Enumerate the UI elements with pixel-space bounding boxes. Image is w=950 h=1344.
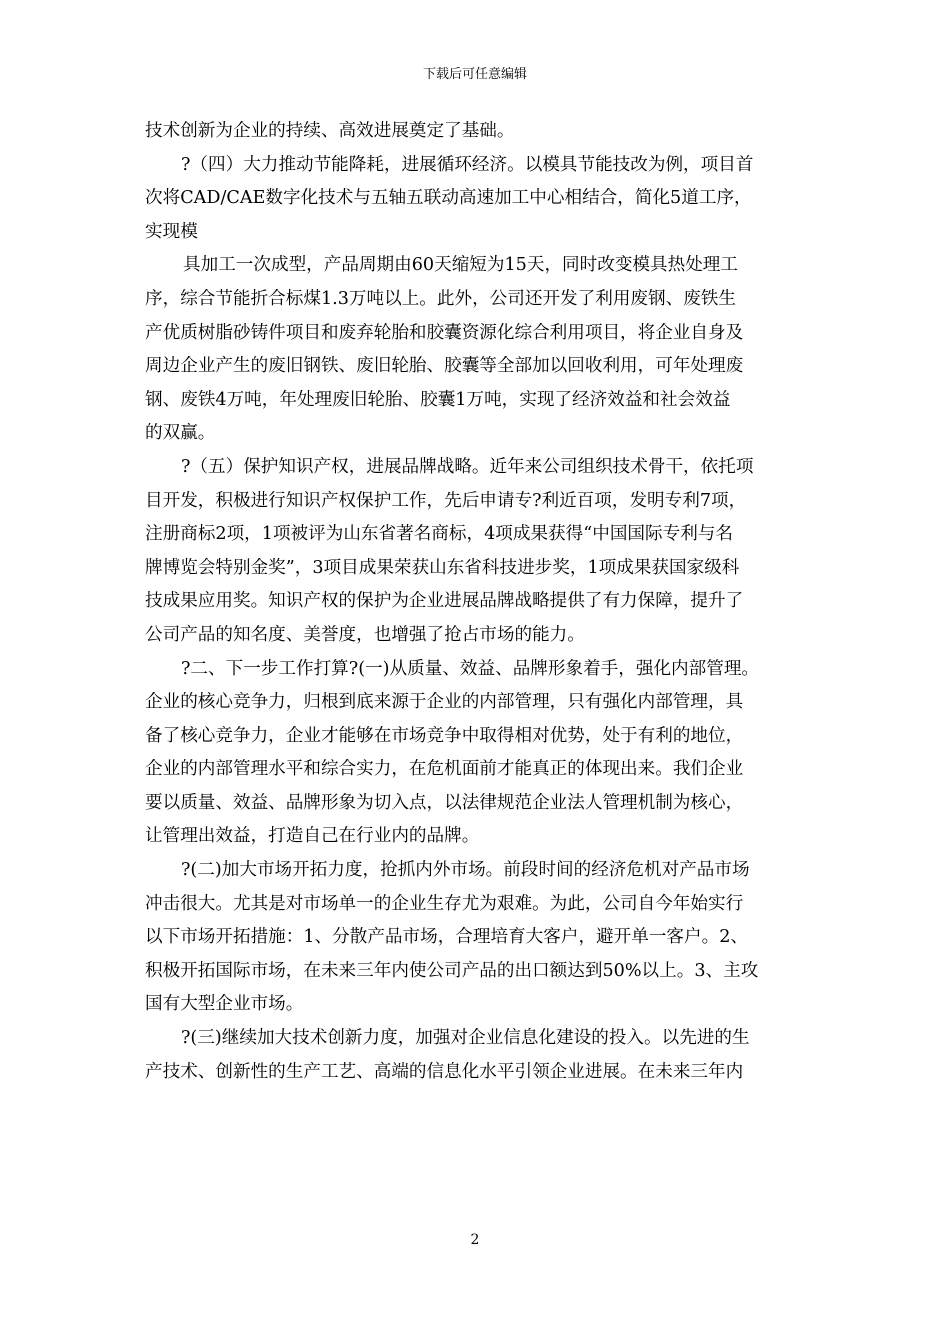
text-line: ?（四）大力推动节能降耗，进展循环经济。以模具节能技改为例，项目首 [181,154,754,175]
text-line: 要以质量、效益、品牌形象为切入点，以法律规范企业法人管理机制为核心， [145,792,744,813]
text-line: ?（五）保护知识产权，进展品牌战略。近年来公司组织技术骨干，依托项 [181,456,754,477]
text-line: 注册商标2项，1项被评为山东省著名商标，4项成果获得“中国国际专利与名 [145,524,733,545]
page-header: 下载后可任意编辑 [422,67,527,82]
text-line: 企业的内部管理水平和综合实力，在危机面前才能真正的体现出来。我们企业 [145,759,744,780]
text-line: 以下市场开拓措施：1、分散产品市场，合理培育大客户，避开单一客户。2、 [145,927,748,948]
text-line: 积极开拓国际市场，在未来三年内使公司产品的出口额达到50%以上。3、主攻 [145,960,759,981]
text-line: 国有大型企业市场。 [145,994,304,1015]
text-line: 具加工一次成型，产品周期由60天缩短为15天，同时改变模具热处理工 [183,255,738,276]
text-line: 公司产品的知名度、美誉度，也增强了抢占市场的能力。 [145,624,585,645]
text-line: ?二、下一步工作打算?(一)从质量、效益、品牌形象着手，强化内部管理。 [181,658,760,679]
text-line: 冲击很大。尤其是对市场单一的企业生存尤为艰难。为此，公司自今年始实行 [145,893,744,914]
text-line: 序，综合节能折合标煤1.3万吨以上。此外，公司还开发了利用废钢、废铁生 [145,288,736,309]
text-line: 实现模 [145,221,198,242]
text-line: 次将CAD/CAE数字化技术与五轴五联动高速加工中心相结合，简化5道工序， [145,188,752,209]
text-line: 钢、废铁4万吨，年处理废旧轮胎、胶囊1万吨，实现了经济效益和社会效益 [145,389,731,410]
text-line: 让管理出效益，打造自己在行业内的品牌。 [145,826,480,847]
text-line: 备了核心竞争力，企业才能够在市场竞争中取得相对优势，处于有利的地位， [145,725,744,746]
text-line: 目开发，积极进行知识产权保护工作，先后申请专?利近百项，发明专利7项， [145,490,747,511]
text-line: 技术创新为企业的持续、高效进展奠定了基础。 [145,121,515,141]
text-line: 技成果应用奖。知识产权的保护为企业进展品牌战略提供了有力保障，提升了 [145,591,744,612]
text-line: 的双赢。 [145,423,216,444]
document-body [145,115,810,1089]
text-line: 产技术、创新性的生产工艺、高端的信息化水平引领企业进展。在未来三年内 [145,1061,744,1082]
text-line: 产优质树脂砂铸件项目和废弃轮胎和胶囊资源化综合利用项目，将企业自身及 [145,322,744,343]
text-line: 企业的核心竞争力，归根到底来源于企业的内部管理，只有强化内部管理，具 [145,692,744,713]
text-line: 牌博览会特别金奖”，3项目成果荣获山东省科技进步奖，1项成果获国家级科 [145,557,740,578]
text-line: ?(三)继续加大技术创新力度，加强对企业信息化建设的投入。以先进的生 [181,1028,750,1049]
page-number: 2 [470,1232,480,1248]
text-line: 周边企业产生的废旧钢铁、废旧轮胎、胶囊等全部加以回收利用，可年处理废 [145,356,744,377]
text-line: ?(二)加大市场开拓力度，抢抓内外市场。前段时间的经济危机对产品市场 [181,860,750,881]
